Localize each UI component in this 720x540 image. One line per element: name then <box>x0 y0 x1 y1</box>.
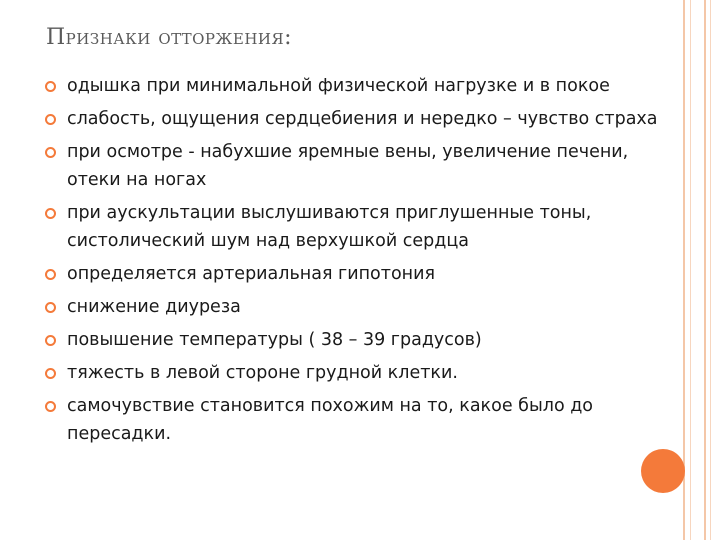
bullet-circle-icon <box>45 368 56 379</box>
bullet-circle-icon <box>45 81 56 92</box>
list-item <box>40 293 670 321</box>
decorative-border-line <box>690 0 691 540</box>
bullet-text: самочувствие становится похожим на то, какое было до пересадки. <box>67 396 594 444</box>
accent-circle-decoration <box>641 449 685 493</box>
bullet-circle-icon <box>45 208 56 219</box>
bullet-circle-icon <box>45 302 56 313</box>
list-item <box>40 260 670 288</box>
bullet-text: при аускультации выслушиваются приглушенные тоны, систолический шум над верхушкой сердца <box>67 203 592 251</box>
bullet-circle-icon <box>45 114 56 125</box>
list-item <box>40 199 670 255</box>
slide-title: Признаки отторжения: <box>46 25 293 50</box>
bullet-text: при осмотре - набухшие яремные вены, увеличение печени, отеки на ногах <box>67 142 629 190</box>
decorative-border-line <box>710 0 711 540</box>
bullet-list <box>40 72 670 453</box>
list-item <box>40 138 670 194</box>
bullet-text: повышение температуры ( 38 – 39 градусов) <box>67 330 482 350</box>
list-item <box>40 359 670 387</box>
bullet-text: тяжесть в левой стороне грудной клетки. <box>67 363 458 383</box>
bullet-circle-icon <box>45 269 56 280</box>
list-item <box>40 105 670 133</box>
bullet-circle-icon <box>45 335 56 346</box>
decorative-border-line <box>704 0 706 540</box>
bullet-text: снижение диуреза <box>67 297 241 317</box>
bullet-text: определяется артериальная гипотония <box>67 264 435 284</box>
bullet-circle-icon <box>45 147 56 158</box>
bullet-text: слабость, ощущения сердцебиения и нередко – чувство страха <box>67 109 658 129</box>
bullet-text: одышка при минимальной физической нагрузке и в покое <box>67 76 610 96</box>
bullet-circle-icon <box>45 401 56 412</box>
list-item <box>40 392 670 448</box>
list-item <box>40 326 670 354</box>
decorative-border-line <box>683 0 685 540</box>
list-item <box>40 72 670 100</box>
